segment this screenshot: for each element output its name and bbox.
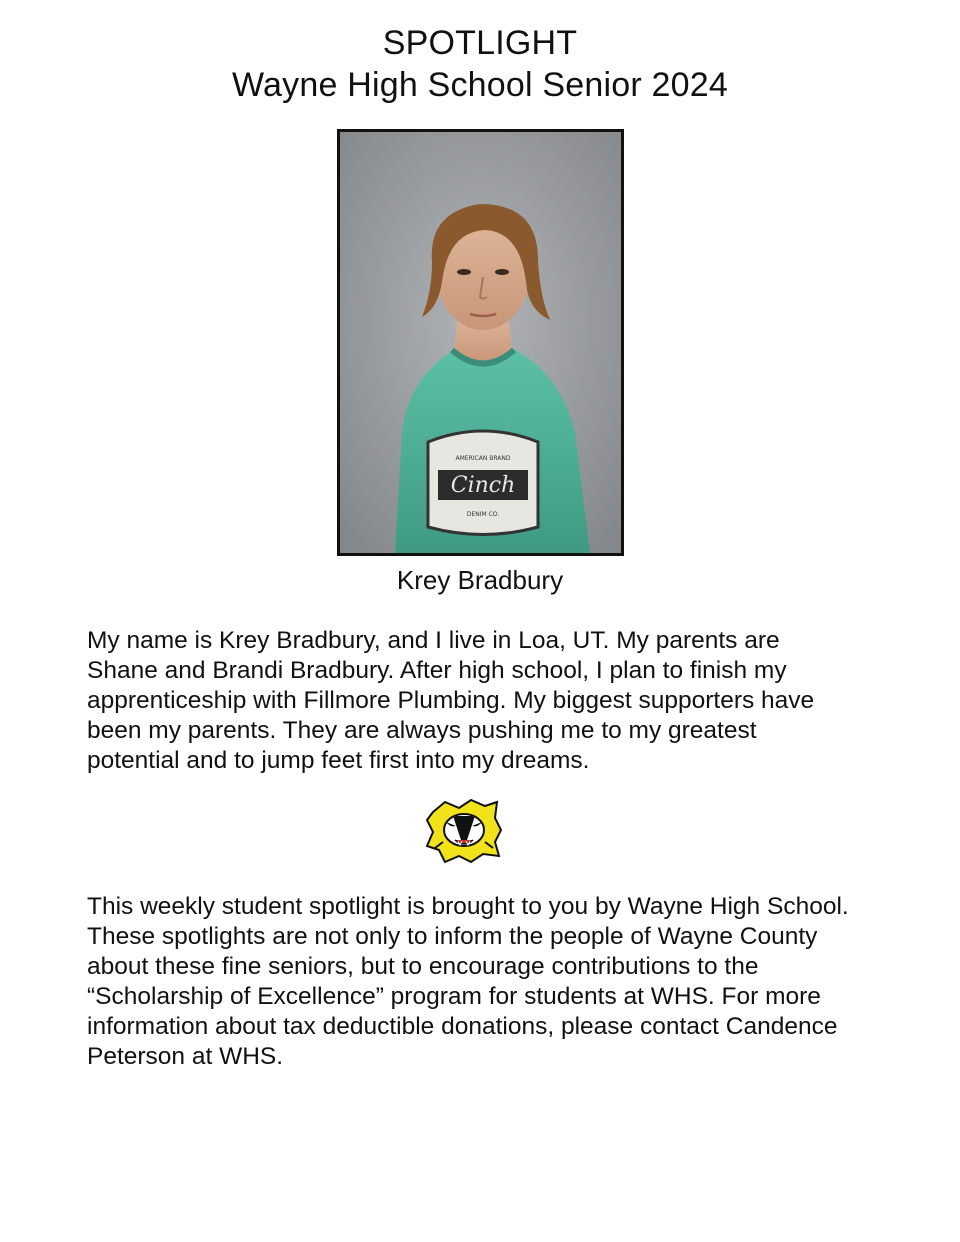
bio-line: potential and to jump feet first into my dreams. xyxy=(87,747,590,774)
svg-text:AMERICAN BRAND: AMERICAN BRAND xyxy=(455,455,511,462)
bio-line: Shane and Brandi Bradbury. After high school, I plan to finish my xyxy=(87,657,787,684)
bio-line: been my parents. They are always pushing me to my greatest xyxy=(87,717,757,744)
bio-line: My name is Krey Bradbury, and I live in Loa, UT. My parents are xyxy=(87,627,780,654)
student-photo xyxy=(337,129,624,556)
page-subtitle: Wayne High School Senior 2024 xyxy=(232,66,728,104)
sponsor-line: These spotlights are not only to inform the people of Wayne County xyxy=(87,923,818,950)
student-name: Krey Bradbury xyxy=(396,565,564,595)
shirt-graphic xyxy=(428,431,538,535)
sponsor-line: This weekly student spotlight is brought to you by Wayne High School. xyxy=(87,893,849,920)
sponsor-line: information about tax deductible donations, please contact Candence xyxy=(87,1013,838,1040)
sponsor-line: about these fine seniors, but to encourage contributions to the xyxy=(87,953,759,980)
badger-mascot-icon xyxy=(425,798,503,864)
bio-paragraph xyxy=(87,626,887,776)
student-portrait-illustration xyxy=(340,132,621,553)
page-title: SPOTLIGHT xyxy=(382,24,578,62)
bio-line: apprenticeship with Fillmore Plumbing. My biggest supporters have xyxy=(87,687,815,714)
svg-text:DENIM CO.: DENIM CO. xyxy=(466,511,500,518)
sponsor-line: “Scholarship of Excellence” program for students at WHS. For more xyxy=(87,983,821,1010)
header xyxy=(0,22,960,106)
sponsor-line: Peterson at WHS. xyxy=(87,1043,284,1070)
sponsor-paragraph xyxy=(87,892,887,1072)
svg-text:Cinch: Cinch xyxy=(450,473,516,498)
